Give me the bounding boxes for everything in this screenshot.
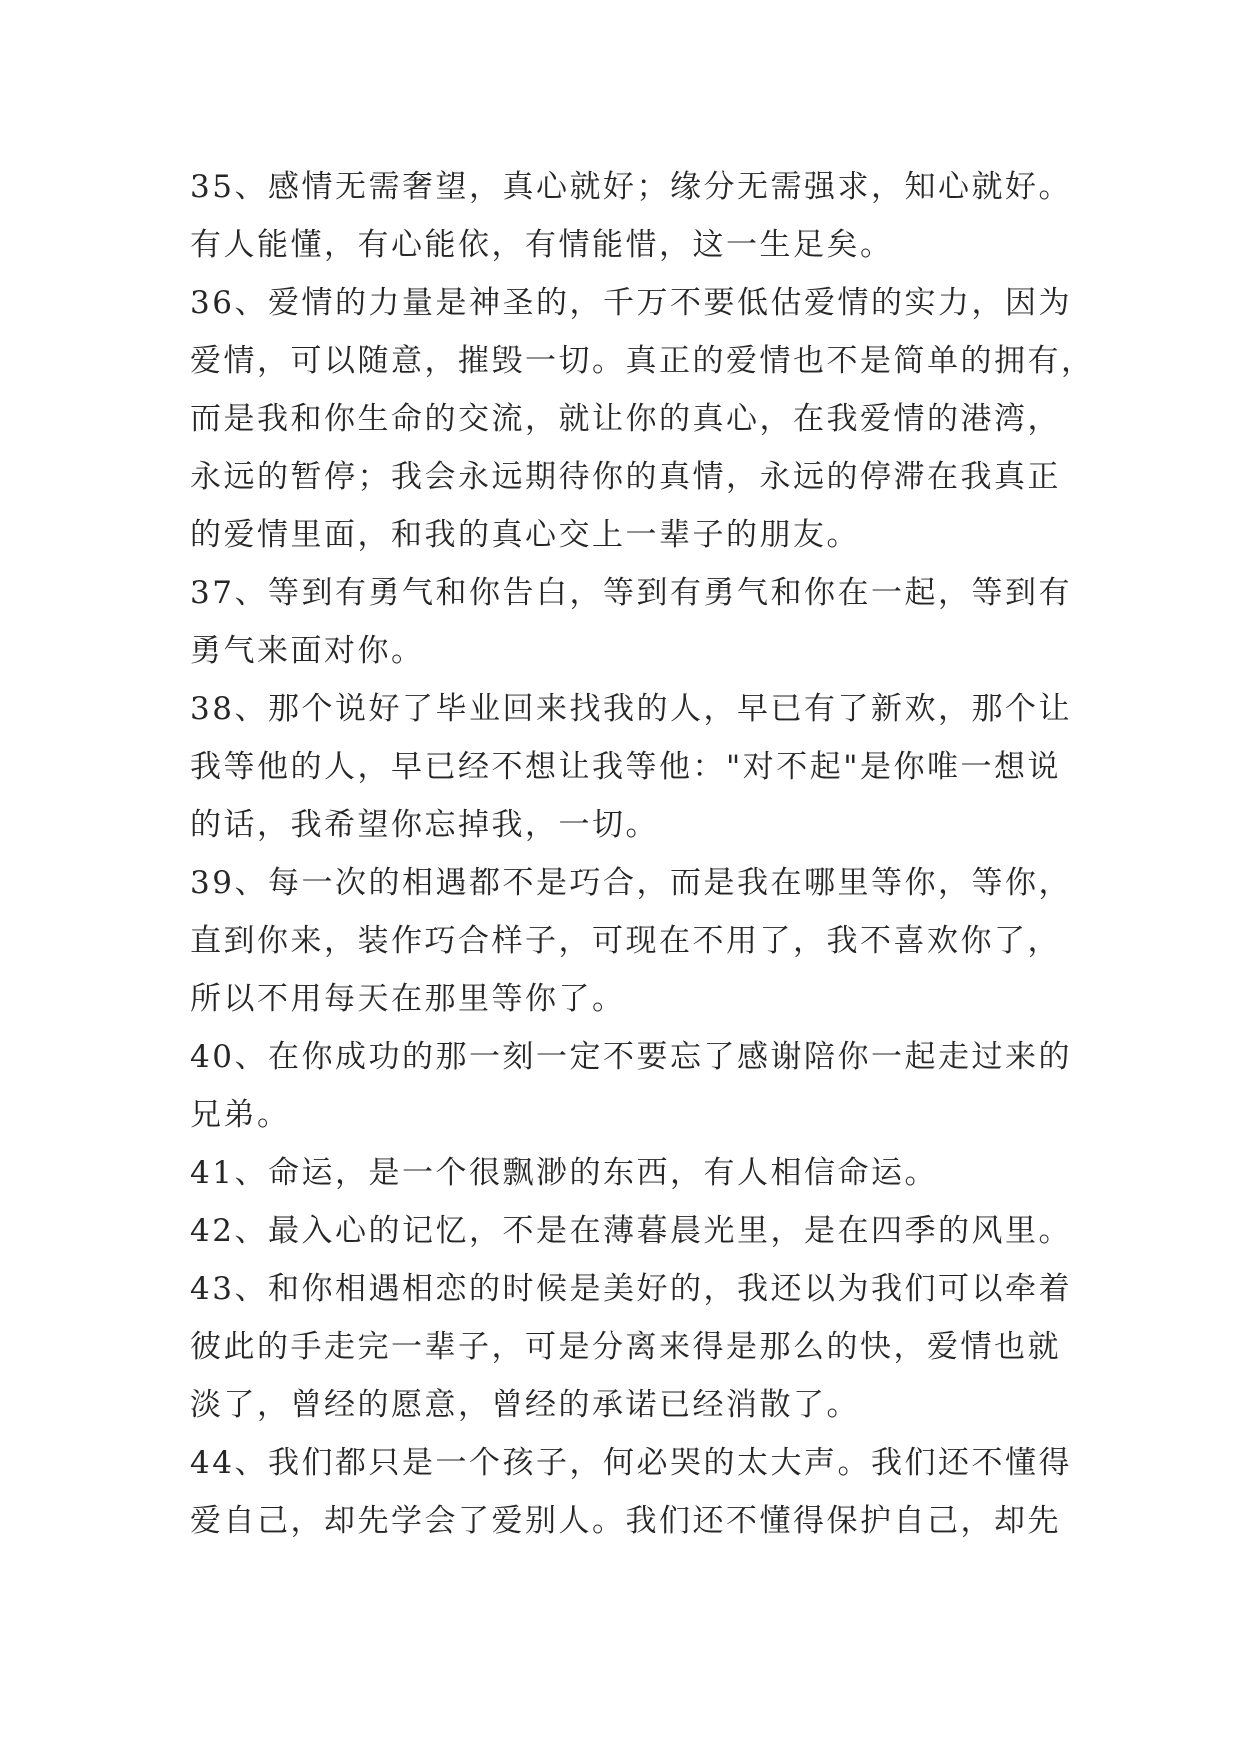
document-body (190, 158, 1095, 1550)
text-line: 40、在你成功的那一刻一定不要忘了感谢陪你一起走过来的 (190, 1039, 1072, 1075)
text-line: 的话，我希望你忘掉我，一切。 (190, 807, 659, 843)
text-line: 37、等到有勇气和你告白，等到有勇气和你在一起，等到有 (190, 575, 1072, 611)
text-line: 彼此的手走完一辈子，可是分离来得是那么的快，爱情也就 (190, 1329, 1061, 1365)
text-line: 所以不用每天在那里等你了。 (190, 981, 626, 1017)
text-line: 直到你来，装作巧合样子，可现在不用了，我不喜欢你了， (190, 923, 1061, 959)
text-line: 我等他的人，早已经不想让我等他："对不起"是你唯一想说 (190, 749, 1062, 785)
text-line: 永远的暂停；我会永远期待你的真情，永远的停滞在我真正 (190, 459, 1061, 495)
text-line: 42、最入心的记忆，不是在薄暮晨光里，是在四季的风里。 (190, 1213, 1072, 1249)
text-line: 41、命运，是一个很飘渺的东西，有人相信命运。 (190, 1155, 938, 1191)
text-line: 而是我和你生命的交流，就让你的真心，在我爱情的港湾， (190, 401, 1061, 437)
text-line: 勇气来面对你。 (190, 633, 425, 669)
text-line: 有人能懂，有心能依，有情能惜，这一生足矣。 (190, 227, 894, 263)
text-line: 爱自己，却先学会了爱别人。我们还不懂得保护自己，却先 (190, 1503, 1061, 1539)
text-line: 淡了，曾经的愿意，曾经的承诺已经消散了。 (190, 1387, 860, 1423)
text-line: 的爱情里面，和我的真心交上一辈子的朋友。 (190, 517, 860, 553)
text-line: 爱情，可以随意，摧毁一切。真正的爱情也不是简单的拥有， (190, 343, 1095, 379)
text-line: 39、每一次的相遇都不是巧合，而是我在哪里等你，等你， (190, 865, 1072, 901)
text-line: 36、爱情的力量是神圣的，千万不要低估爱情的实力，因为 (190, 285, 1072, 321)
text-line: 35、感情无需奢望，真心就好；缘分无需强求，知心就好。 (190, 169, 1072, 205)
text-line: 44、我们都只是一个孩子，何必哭的太大声。我们还不懂得 (190, 1445, 1072, 1481)
text-line: 38、那个说好了毕业回来找我的人，早已有了新欢，那个让 (190, 691, 1072, 727)
text-line: 43、和你相遇相恋的时候是美好的，我还以为我们可以牵着 (190, 1271, 1072, 1307)
text-line: 兄弟。 (190, 1097, 291, 1133)
